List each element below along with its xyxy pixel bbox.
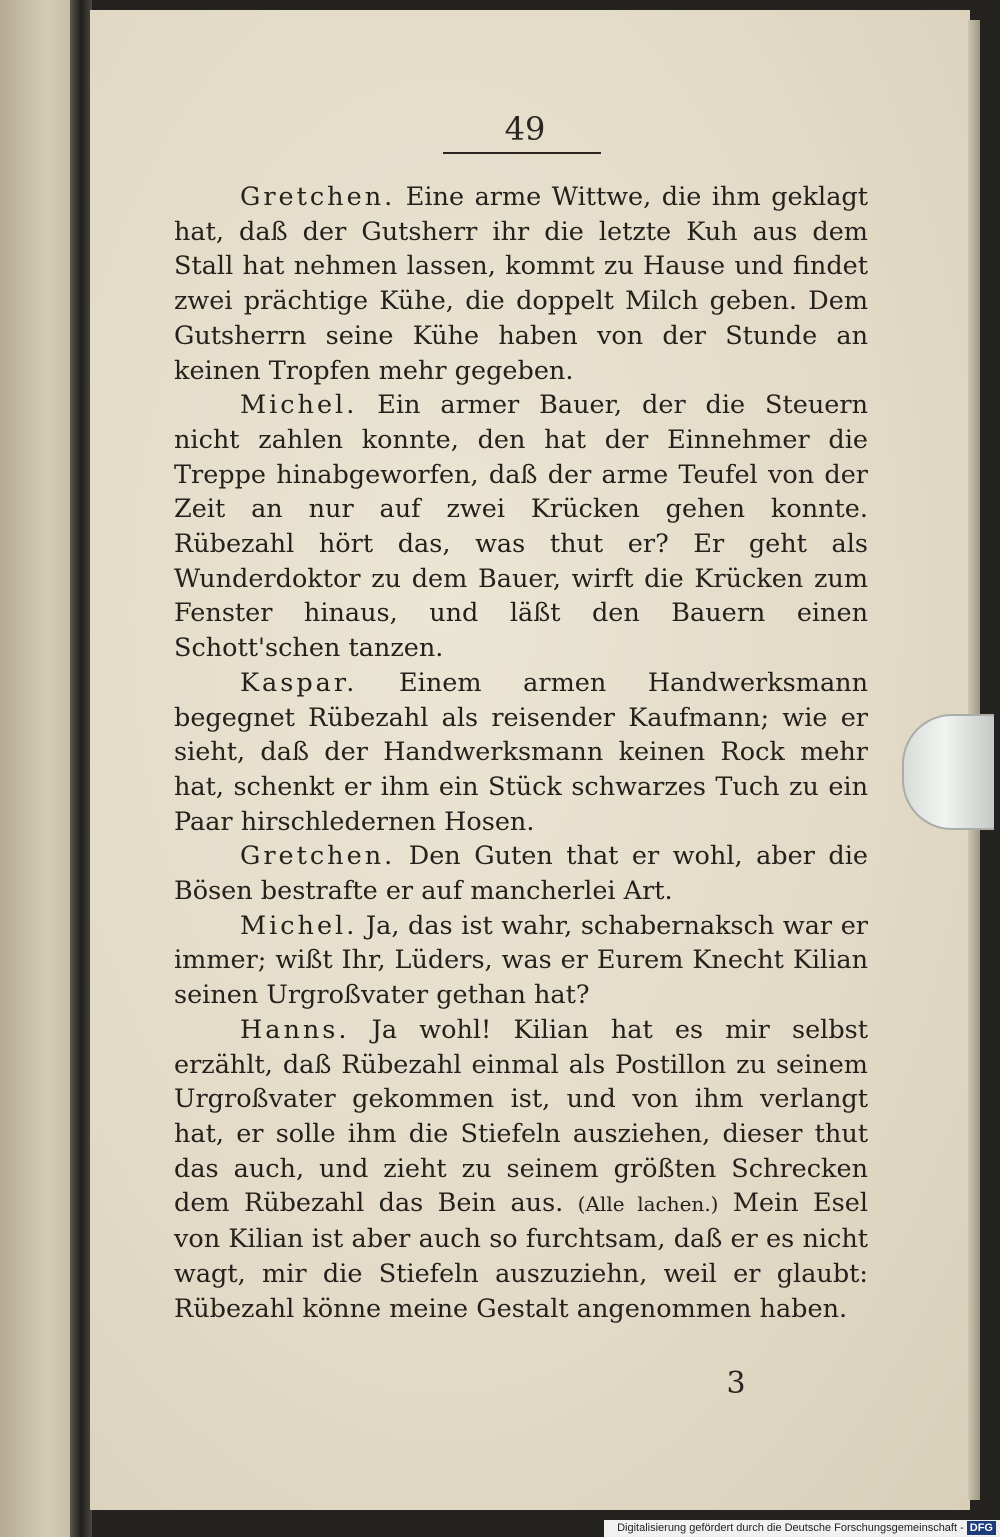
paragraph-text: Mein Esel von Kilian ist aber auch so furchtsam, daß er es nicht wagt, mir die Stiefeln auszuziehn, weil er glaubt: Rübezahl könne meine Gestalt angenommen haben. [174,1188,869,1324]
paragraph-text: Den Guten that er wohl, aber die Bösen bestrafte er auf mancherlei Art. [174,841,868,907]
signature-mark: 3 [726,1366,746,1401]
header-rule [443,152,601,154]
paragraph-text: Ein armer Bauer, der die Steuern nicht zahlen konnte, den hat der Einnehmer die Treppe hinabgeworfen, daß der arme Teufel von der Zeit an nur auf zwei Krücken gehen konnte. Rübezahl hört das, was thut er? Er geht als Wunderdoktor zu dem Bauer, wirft die Krücken zum Fenster hinaus, und läßt den Bauern einen Schott'schen tanzen. [174,390,868,664]
paragraph-text: Einem armen Handwerksmann begegnet Rübezahl als reisender Kaufmann; wie er sieht, daß der Handwerksmann keinen Rock mehr hat, schenkt er ihm ein Stück schwarzes Tuch zu ein Paar hirschledernen Hosen. [174,667,868,837]
dialogue-paragraph [174,180,868,388]
speaker-name: Gretchen. [240,182,396,212]
footer-text: Digitalisierung gefördert durch die Deutsche Forschungsgemeinschaft - [617,1522,964,1534]
dialogue-paragraph [174,909,868,1013]
dialogue-paragraph [174,666,868,840]
speaker-name: Gretchen. [240,841,396,872]
facing-page-edge [0,0,80,1537]
stage-direction: (Alle lachen.) [577,1192,719,1217]
speaker-name: Michel. [240,390,358,421]
dialogue-paragraph [174,388,868,666]
digitization-footer [604,1520,1000,1537]
dialogue-paragraph [174,839,868,908]
book-gutter [70,0,92,1537]
dialogue-paragraph [174,1013,868,1326]
paragraph-text: Eine arme Wittwe, die ihm geklagt hat, daß der Gutsherr ihr die letzte Kuh aus dem Stall hat nehmen lassen, kommt zu Hause und findet zwei prächtige Kühe, die doppelt Milch geben. Dem Gutsherrn seine Kühe haben von der Stunde an keinen Tropfen mehr gegeben. [174,182,868,386]
dfg-logo: DFG [967,1521,996,1535]
speaker-name: Hanns. [240,1014,350,1045]
page-number: 49 [504,110,546,148]
body-text [174,180,868,1326]
speaker-name: Kaspar. [240,667,358,698]
paragraph-text: Ja wohl! Kilian hat es mir selbst erzählt, daß Rübezahl einmal als Postillon zu seinem Urgroßvater gekommen ist, und von ihm verlangt hat, er solle ihm die Stiefeln ausziehen, dieser thut das auch, und zieht zu seinem größten Schrecken dem Rübezahl das Bein aus. [174,1014,868,1219]
paragraph-text: Ja, das ist wahr, schabernaksch war er immer; wißt Ihr, Lüders, was er Eurem Knecht Kilian seinen Urgroßvater gethan hat? [174,910,868,1011]
speaker-name: Michel. [240,910,358,941]
page-clip-tab [902,714,994,830]
